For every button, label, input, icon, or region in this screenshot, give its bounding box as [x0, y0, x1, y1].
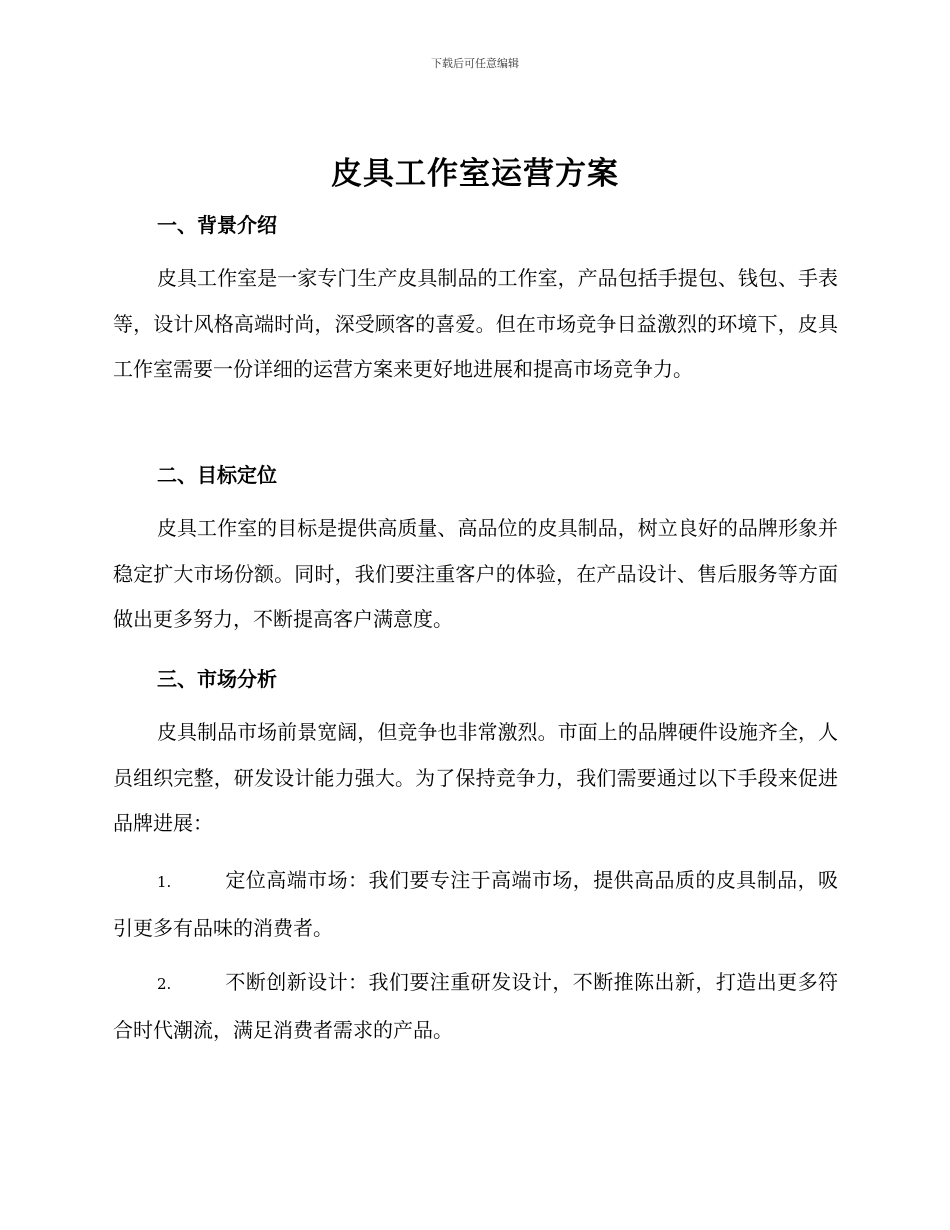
section-paragraph-market: 皮具制品市场前景宽阔，但竞争也非常激烈。市面上的品牌硬件设施齐全，人员组织完整，研发设计能力强大。为了保持竞争力，我们需要通过以下手段来促进品牌进展： [113, 720, 838, 835]
section-paragraph-goal: 皮具工作室的目标是提供高质量、高品位的皮具制品，树立良好的品牌形象并稳定扩大市场份额。同时，我们要注重客户的体验，在产品设计、售后服务等方面做出更多努力，不断提高客户满意度。 [113, 516, 838, 631]
section-heading-goal: 二、目标定位 [157, 463, 277, 487]
section-heading-background: 一、背景介绍 [157, 213, 277, 237]
section-heading-market: 三、市场分析 [157, 667, 277, 691]
list-item-text: 不断创新设计：我们要注重研发设计，不断推陈出新，打造出更多符合时代潮流，满足消费者需求的产品。 [113, 970, 838, 1042]
section-paragraph-background: 皮具工作室是一家专门生产皮具制品的工作室，产品包括手提包、钱包、手表等，设计风格高端时尚，深受顾客的喜爱。但在市场竞争日益激烈的环境下，皮具工作室需要一份详细的运营方案来更好地进展和提高市场竞争力。 [113, 266, 838, 381]
list-item-number: 2. [157, 975, 172, 993]
list-item-text: 定位高端市场：我们要专注于高端市场，提供高品质的皮具制品，吸引更多有品味的消费者。 [113, 868, 838, 940]
list-item [113, 858, 838, 951]
document-title: 皮具工作室运营方案 [331, 156, 619, 192]
list-item-number: 1. [157, 873, 172, 891]
list-item [113, 960, 838, 1053]
header-note: 下载后可任意编辑 [431, 57, 519, 70]
